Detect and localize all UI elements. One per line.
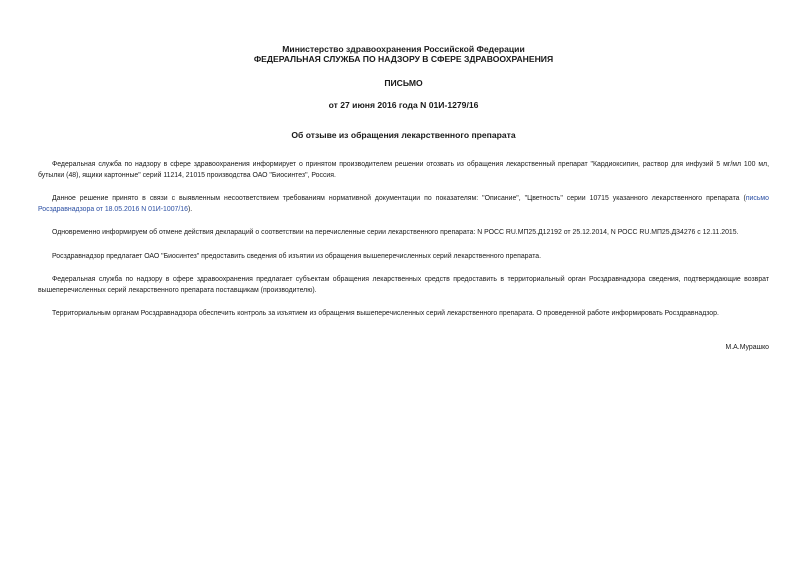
document-subject: Об отзыве из обращения лекарственного препарата (291, 130, 516, 140)
document-page (38, 44, 769, 351)
paragraph-1: Федеральная служба по надзору в сфере здравоохранения информирует о принятом производителем решении отозвать из обращения лекарственный препарат "Кардиоксипин, раствор для инфузий 5 мг/мл 100 мл, бутылки (48), ящики картонные" серий 11214, 21015 производства ОАО "Биосинтез", Россия. (38, 161, 769, 179)
paragraph-2-text: Данное решение принято в связи с выявленным несоответствием требованиям нормативной документации по показателям: "Описание", "Цветность" серии 10715 указанного лекарственного препарата ( (52, 195, 746, 202)
document-body (38, 160, 769, 320)
document-header (38, 44, 769, 64)
document-date-number: от 27 июня 2016 года N 01И-1279/16 (328, 100, 479, 110)
ministry-name: Министерство здравоохранения Российской Федерации (282, 44, 525, 54)
paragraph-2-end: ). (187, 205, 193, 213)
paragraph-2 (38, 194, 769, 215)
signature: М.А.Мурашко (725, 343, 769, 351)
reference-letter-link[interactable]: письмо Росздравнадзора от 18.05.2016 N 01И-1007/16 (38, 195, 769, 213)
paragraph-5: Федеральная служба по надзору в сфере здравоохранения предлагает субъектам обращения лекарственных средств предоставить в территориальный орган Росздравнадзора сведения, подтверждающие возврат вышеперечисленных серий лекарственного препарата поставщикам (производителю). (38, 276, 769, 294)
paragraph-6: Территориальным органам Росздравнадзора обеспечить контроль за изъятием из обращения вышеперечисленных серий лекарственного препарата. О проведенной работе информировать Росздравнадзор. (52, 310, 719, 317)
paragraph-3: Одновременно информируем об отмене действия деклараций о соответствии на перечисленные серии лекарственного препарата: N РОСС RU.МП25.Д12192 от 25.12.2014, N РОСС RU.МП25.Д34276 с 12.11.2015. (52, 229, 739, 236)
service-name: ФЕДЕРАЛЬНАЯ СЛУЖБА ПО НАДЗОРУ В СФЕРЕ ЗДРАВООХРАНЕНИЯ (253, 54, 554, 64)
document-type: ПИСЬМО (384, 78, 423, 88)
paragraph-4: Росздравнадзор предлагает ОАО "Биосинтез" предоставить сведения об изъятии из обращения вышеперечисленных серий лекарственного препарата. (52, 252, 542, 260)
